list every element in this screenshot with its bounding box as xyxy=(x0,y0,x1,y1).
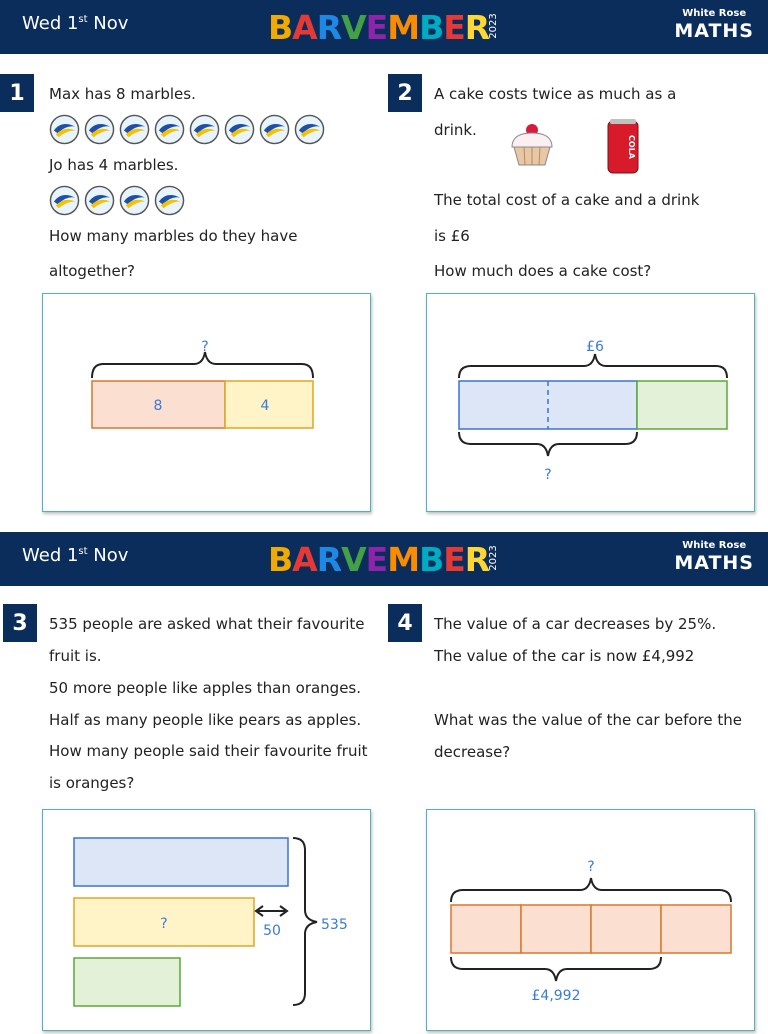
question-2-line-5: How much does a cake cost? xyxy=(434,262,652,280)
total-brace xyxy=(293,838,317,1005)
title-letter: B xyxy=(419,7,444,47)
question-number-1: 1 xyxy=(0,74,34,112)
top-brace xyxy=(459,354,727,378)
svg-text:2023: 2023 xyxy=(488,545,499,571)
title-letter: B xyxy=(268,7,293,47)
question-1-diagram-panel xyxy=(42,293,371,512)
barvember-logo xyxy=(268,540,489,578)
year-label xyxy=(486,541,500,575)
date-label: Wed 1st Nov xyxy=(22,545,129,566)
question-1-line-4: altogether? xyxy=(49,262,135,280)
marble-icon xyxy=(154,114,185,149)
title-letter: M xyxy=(387,539,420,579)
jo-marbles xyxy=(49,185,185,220)
white-rose-maths-logo: White Rose MATHS xyxy=(674,540,754,574)
marble-icon xyxy=(224,114,255,149)
marble-icon xyxy=(119,114,150,149)
top-brace xyxy=(92,352,313,378)
bottom-brace xyxy=(451,957,661,981)
question-3-line-6: is oranges? xyxy=(49,774,135,792)
title-letter: V xyxy=(341,539,366,579)
title-letter: R xyxy=(316,7,342,47)
question-2-bar-model xyxy=(427,294,754,511)
title-letter: A xyxy=(292,7,317,47)
marble-icon xyxy=(154,185,185,220)
question-4-line-2: The value of the car is now £4,992 xyxy=(434,647,695,665)
barvember-logo xyxy=(268,8,489,46)
question-2-diagram-panel xyxy=(426,293,755,512)
car-value-quarter xyxy=(661,905,731,953)
marble-icon xyxy=(49,114,80,149)
date-label: Wed 1st Nov xyxy=(22,13,129,34)
top-brace xyxy=(451,878,731,902)
can-label: COLA xyxy=(627,135,636,159)
bottom-brace xyxy=(459,432,637,456)
original-value-question-label: ? xyxy=(587,859,595,875)
car-value-quarter xyxy=(451,905,521,953)
question-2-line-2: drink. xyxy=(434,121,477,139)
cake-cost-question-label: ? xyxy=(544,467,552,483)
car-value-quarter xyxy=(521,905,591,953)
marble-icon xyxy=(259,114,290,149)
marble-icon xyxy=(84,114,115,149)
question-4-line-4: decrease? xyxy=(434,743,511,761)
pears-bar xyxy=(74,958,180,1006)
question-3-diagram-panel xyxy=(42,809,371,1031)
cupcake-icon xyxy=(506,119,558,169)
header-bar xyxy=(0,532,768,586)
question-4-diagram-panel xyxy=(426,809,755,1031)
question-number-4: 4 xyxy=(388,604,422,642)
bar-label-jo: 4 xyxy=(260,398,270,414)
car-value-quarter xyxy=(591,905,661,953)
marble-icon xyxy=(49,185,80,220)
title-letter: B xyxy=(268,539,293,579)
question-4-line-1: The value of a car decreases by 25%. xyxy=(434,615,717,633)
marble-icon xyxy=(84,185,115,220)
marble-icon xyxy=(294,114,325,149)
header-bar xyxy=(0,0,768,54)
question-4-bar-model xyxy=(427,810,754,1030)
bar-label-max: 8 xyxy=(153,398,163,414)
title-letter: E xyxy=(443,539,465,579)
question-3-line-5: How many people said their favourite fruit xyxy=(49,742,368,760)
question-2-line-1: A cake costs twice as much as a xyxy=(434,85,677,103)
question-2-line-4: is £6 xyxy=(434,227,470,245)
apples-bar xyxy=(74,838,288,886)
marble-icon xyxy=(189,114,220,149)
question-4-line-3: What was the value of the car before the xyxy=(434,711,742,729)
title-letter: A xyxy=(292,539,317,579)
title-letter: E xyxy=(365,539,388,579)
question-3-line-2: fruit is. xyxy=(49,647,102,665)
question-3-bar-model xyxy=(43,810,370,1030)
question-number-3: 3 xyxy=(3,604,37,642)
oranges-question-label: ? xyxy=(160,916,168,932)
total-label: 535 xyxy=(321,917,348,933)
title-letter: R xyxy=(316,539,342,579)
title-letter: M xyxy=(387,7,420,47)
question-3-line-1: 535 people are asked what their favourite xyxy=(49,615,365,633)
cola-can-icon xyxy=(606,117,640,175)
total-question-label: ? xyxy=(201,339,209,355)
title-letter: B xyxy=(419,539,444,579)
question-3-line-3: 50 more people like apples than oranges. xyxy=(49,679,362,697)
year-label xyxy=(486,9,500,43)
question-3-line-4: Half as many people like pears as apples. xyxy=(49,711,362,729)
title-letter: V xyxy=(341,7,366,47)
current-value-label: £4,992 xyxy=(531,988,581,1004)
total-cost-label: £6 xyxy=(586,339,604,355)
max-marbles xyxy=(49,114,325,149)
title-letter: R xyxy=(464,7,490,47)
car-value-bar xyxy=(451,905,731,953)
question-1-bar-model xyxy=(43,294,370,511)
question-number-2: 2 xyxy=(388,74,422,112)
difference-label: 50 xyxy=(263,923,281,939)
svg-text:2023: 2023 xyxy=(488,13,499,39)
title-letter: E xyxy=(443,7,465,47)
question-1-line-1: Max has 8 marbles. xyxy=(49,85,196,103)
drink-bar xyxy=(637,381,727,429)
question-1-line-2: Jo has 4 marbles. xyxy=(49,156,179,174)
title-letter: R xyxy=(464,539,490,579)
title-letter: E xyxy=(365,7,388,47)
question-1-line-3: How many marbles do they have xyxy=(49,227,298,245)
marble-icon xyxy=(119,185,150,220)
question-2-line-3: The total cost of a cake and a drink xyxy=(434,191,700,209)
white-rose-maths-logo: White Rose MATHS xyxy=(674,8,754,42)
